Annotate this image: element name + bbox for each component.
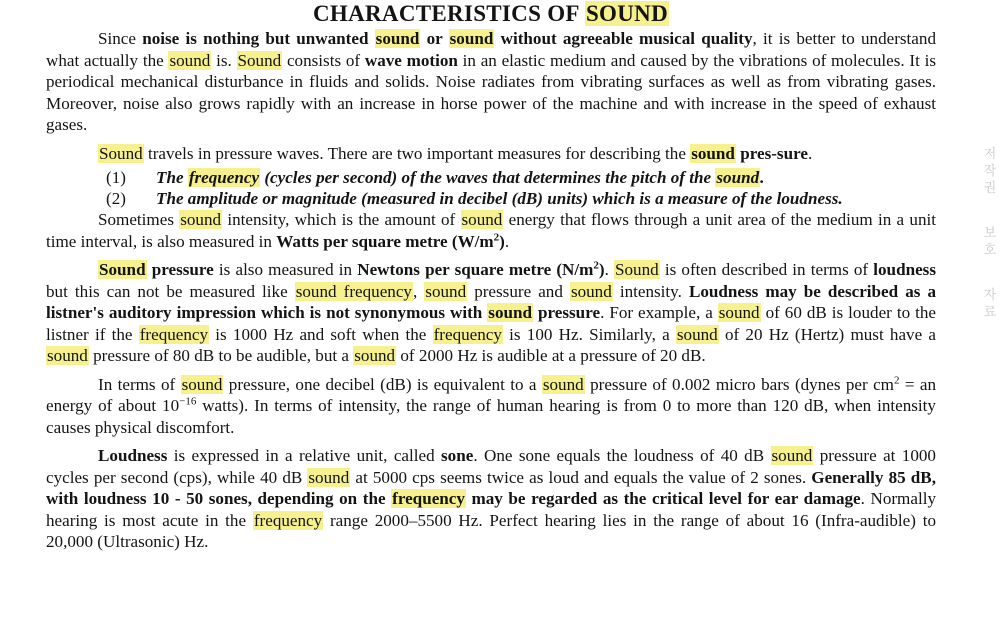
highlight: frequency xyxy=(433,324,502,344)
title-highlight: SOUND xyxy=(585,1,668,26)
highlight: sound xyxy=(169,50,211,70)
paragraph-3: Sometimes sound intensity, which is the amount of sound energy that flows through a unit area of the medium in a unit time interval, is also measured in Watts per square metre $(W/m^2)$. xyxy=(46,210,936,251)
paragraph-2: Sound travels in pressure waves. There are two important measures for describing the sound pres-sure. xyxy=(99,143,813,163)
list-item: (1) The frequency (cycles per second) of the waves that determines the pitch of the sound. xyxy=(106,168,765,187)
paragraph-6: Loudness is expressed in a relative unit, called sone. One sone equals the loudness of 40 dB sound pressure at 1000 cycles per second (cps), while 40 dB sound at 5000 cps seems twice as loud and equals the value of 2 sones. Generally 85 dB, with loudness 10 - 50 sones, depending on the frequency may be regarded as the critical level for ear damage. Normally hearing is most acute in the frequency range 2000–5500 Hz. Perfect hearing lies in the range of about 16 (Infra-audible) to 20,000 (Ultrasonic) Hz. xyxy=(46,446,936,551)
highlight: sound xyxy=(354,346,396,365)
highlight: frequency xyxy=(139,324,209,344)
highlight: sound xyxy=(425,281,467,301)
paragraph-4: Sound pressure is also measured in Newtons per square metre $(N/m^2)$. Sound is often described in terms of loudness but this can not be measured like sound frequency, sound pressure and sound intensity. Loudness may be described as a listner's auditory impression which is not synonymous with sound pressure. For example, a sound of 60 dB is louder to the listner if the frequency is 1000 Hz and soft when the frequency is 100 Hz. Similarly, a sound of 20 Hz (Hertz) must have a sound pressure of 80 dB to be audible, but a sound of 2000 Hz is audible at a pressure of 20 dB. xyxy=(46,259,937,365)
highlight: sound xyxy=(308,467,350,487)
highlight: sound xyxy=(180,210,222,229)
document-page xyxy=(46,0,936,553)
highlight: sound xyxy=(691,143,735,163)
highlight: Sound xyxy=(99,143,143,163)
highlight: sound xyxy=(771,446,813,465)
highlight: sound xyxy=(47,346,88,365)
page-title xyxy=(46,0,936,28)
measures-list xyxy=(46,167,936,209)
highlight: frequency xyxy=(392,489,465,508)
highlight: Sound xyxy=(99,260,146,279)
highlight: sound xyxy=(718,303,760,322)
highlight: sound xyxy=(461,210,503,229)
highlight: sound xyxy=(449,29,494,48)
highlight: Sound xyxy=(615,260,659,279)
title-text: CHARACTERISTICS OF xyxy=(313,1,585,26)
paragraph-5: In terms of sound pressure, one decibel (dB) is equivalent to a sound pressure of 0.002 micro bars (dynes per $cm^2$ = an energy of about $10^{-16}$ watts). In terms of intensity, the range of human hearing is from 0 to more than 120 dB, when intensity causes physical discomfort. xyxy=(46,373,937,437)
highlight: sound xyxy=(488,303,533,322)
highlight: sound xyxy=(542,374,584,394)
highlight: sound xyxy=(716,168,760,187)
list-item: (2) The amplitude or magnitude (measured in decibel (dB) units) which is a measure of the loudness. xyxy=(106,189,843,208)
highlight: Sound xyxy=(237,50,282,70)
highlight: sound frequency xyxy=(295,281,412,301)
highlight: sound xyxy=(570,281,612,301)
highlight: sound xyxy=(676,324,718,344)
highlight: frequency xyxy=(253,510,323,530)
highlight: frequency xyxy=(188,168,260,187)
paragraph-1: Since noise is nothing but unwanted sound or sound without agreeable musical quality, it is better to understand what actually the sound is. Sound consists of wave motion in an elastic medium and caused by the vibrations of molecules. It is periodical mechanical disturbance in fluids and solids. Noise radiates from vibrating surfaces as well as from vibrating gases. Moreover, noise also grows rapidly with an increase in horse power of the machine and with increase in the speed of exhaust gases. xyxy=(46,29,936,134)
side-watermark: 저 작 권 보 호 자 료 xyxy=(983,147,997,320)
highlight: sound xyxy=(181,374,223,394)
highlight: sound xyxy=(375,29,420,48)
